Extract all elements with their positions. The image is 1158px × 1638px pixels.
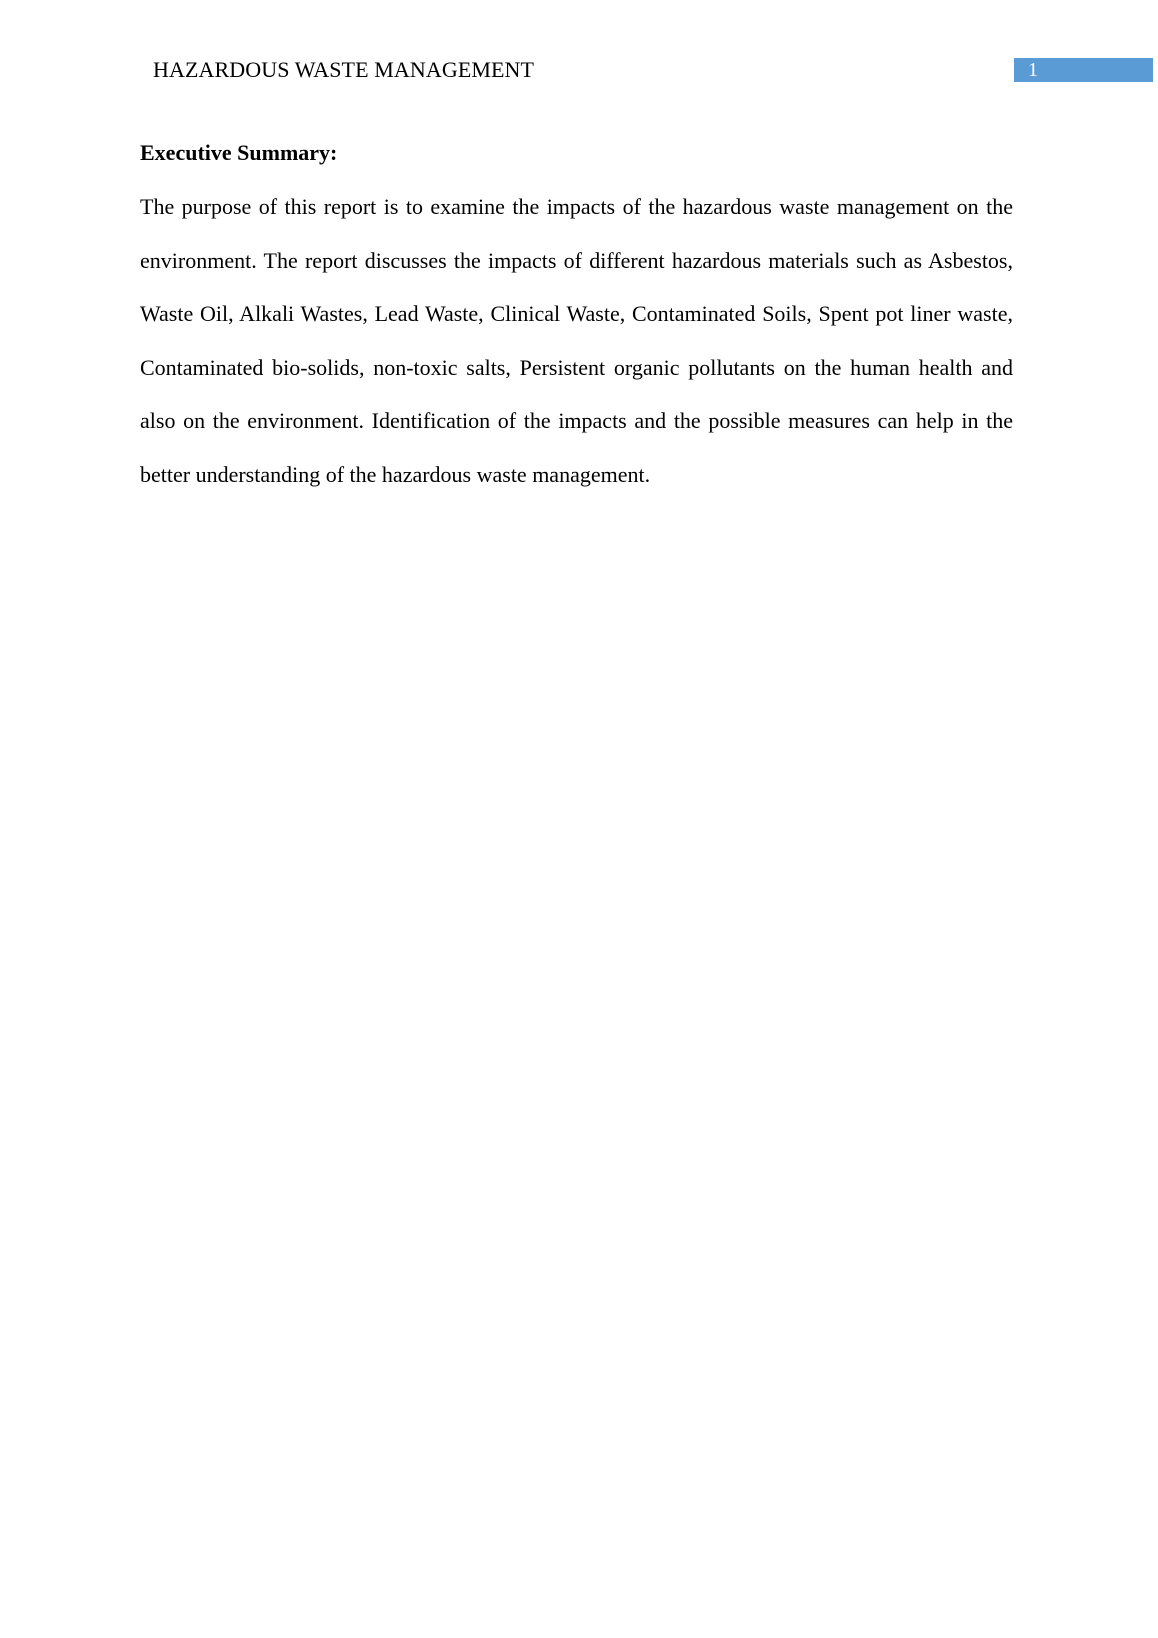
running-header-title: HAZARDOUS WASTE MANAGEMENT: [153, 57, 535, 82]
body-paragraph: The purpose of this report is to examine the impacts of the hazardous waste management on the environment. The report discusses the impacts of different hazardous materials such as Asbestos, Waste Oil, Alkali Wastes, Lead Waste, Clinical Waste, Contaminated Soils, Spent pot liner waste, Contaminated bio-solids, non-toxic salts, Persistent organic pollutants on the human health and also on the environment. Identification of the impacts and the possible measures can help in the better understanding of the hazardous waste management.: [140, 194, 1013, 487]
section-heading: Executive Summary:: [140, 140, 338, 165]
page-number: 1: [1028, 59, 1038, 81]
page-number-bar: [1014, 58, 1153, 82]
